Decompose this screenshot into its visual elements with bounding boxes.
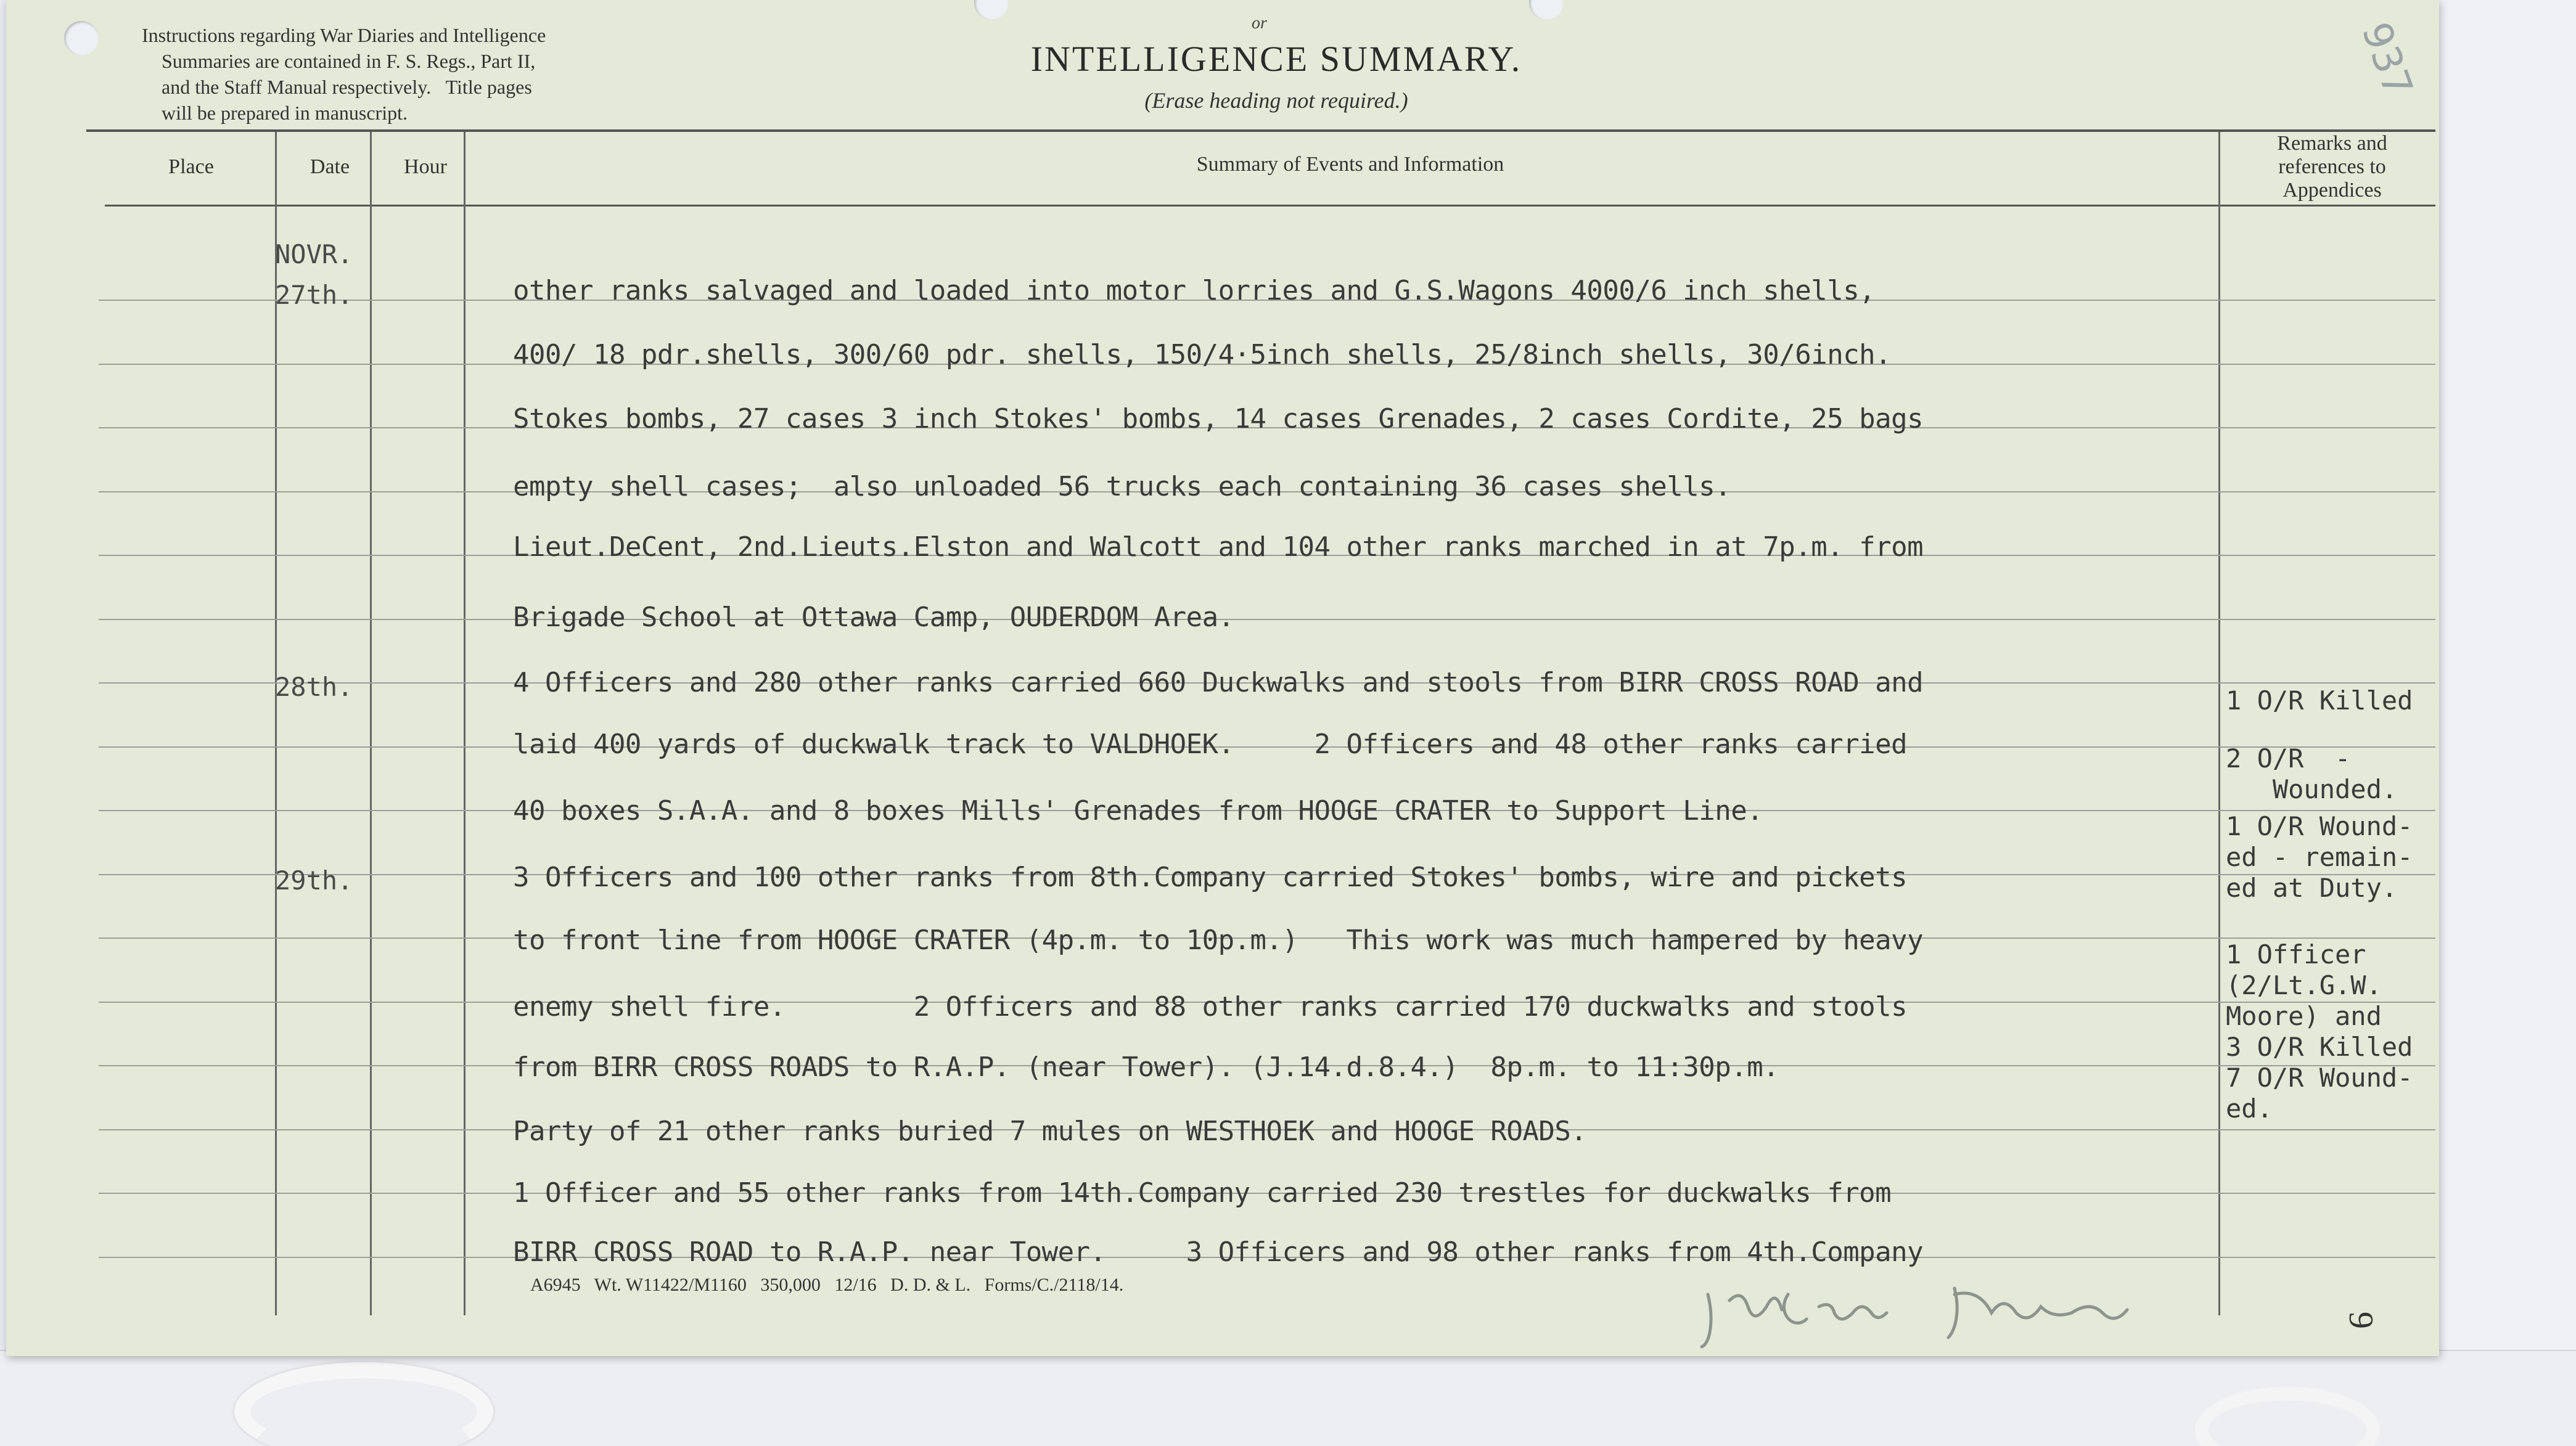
column-header-date: Date bbox=[310, 155, 350, 178]
summary-line: to front line from HOOGE CRATER (4p.m. to 10p.m.) This work was much hampered by heavy bbox=[513, 925, 1924, 956]
summary-line: empty shell cases; also unloaded 56 trucks each containing 36 cases shells. bbox=[513, 471, 1731, 502]
col-divider-hour bbox=[464, 132, 466, 1315]
punch-hole-left bbox=[64, 21, 99, 55]
instructions-note: Instructions regarding War Diaries and Intelligence Summaries are contained in F. S. Regs., Part II, and the Staff Manual respectively. Title pages will be prepared in manuscript. bbox=[142, 24, 546, 124]
summary-line: enemy shell fire. 2 Officers and 88 other ranks carried 170 duckwalks and stools bbox=[513, 991, 1908, 1023]
column-header-summary: Summary of Events and Information bbox=[1196, 153, 1504, 176]
punch-hole-center-right bbox=[1529, 0, 1564, 20]
date-29th: 29th. bbox=[275, 865, 353, 896]
summary-line: BIRR CROSS ROAD to R.A.P. near Tower. 3 Officers and 98 other ranks from 4th.Company bbox=[513, 1236, 1924, 1268]
summary-line: Stokes bombs, 27 cases 3 inch Stokes' bombs, 14 cases Grenades, 2 cases Cordite, 25 bags bbox=[513, 403, 1924, 435]
remark-casualty: 1 O/R Wound- ed - remain- ed at Duty. bbox=[2226, 811, 2413, 903]
or-word: or bbox=[1252, 14, 1267, 33]
punch-hole-center-left bbox=[974, 0, 1009, 20]
summary-line: 400/ 18 pdr.shells, 300/60 pdr. shells, 150/4·5inch shells, 25/8inch shells, 30/6inch. bbox=[513, 339, 1892, 370]
column-header-remarks: Remarks and references to Appendices bbox=[2277, 132, 2387, 202]
col-divider-remarks bbox=[2218, 132, 2220, 1315]
summary-line: other ranks salvaged and loaded into motor lorries and G.S.Wagons 4000/6 inch shells, bbox=[513, 275, 1876, 306]
col-divider-date bbox=[370, 132, 372, 1315]
summary-line: 4 Officers and 280 other ranks carried 660 Duckwalks and stools from BIRR CROSS ROAD and bbox=[513, 667, 1924, 698]
page-number-stamp: 937 bbox=[2352, 16, 2421, 104]
column-header-hour: Hour bbox=[404, 155, 447, 178]
date-month: NOVR. bbox=[275, 239, 353, 269]
ruled-line bbox=[99, 619, 2435, 620]
remark-casualty: 1 Officer (2/Lt.G.W. Moore) and 3 O/R Killed 7 O/R Wound- ed. bbox=[2226, 939, 2413, 1124]
erase-heading-note: (Erase heading not required.) bbox=[1144, 88, 1408, 113]
form-print-code: A6945 Wt. W11422/M1160 350,000 12/16 D. D. & L. Forms/C./2118/14. bbox=[530, 1275, 1124, 1295]
signature bbox=[1696, 1276, 2164, 1350]
summary-line: 40 boxes S.A.A. and 8 boxes Mills' Grenades from HOOGE CRATER to Support Line. bbox=[513, 795, 1763, 827]
sheet-number: 9 bbox=[2342, 1312, 2380, 1329]
header-top-rule bbox=[86, 129, 2435, 132]
summary-line: laid 400 yards of duckwalk track to VALDHOEK. 2 Officers and 48 other ranks carried bbox=[513, 729, 1908, 760]
war-diary-sheet bbox=[6, 0, 2439, 1356]
column-header-place: Place bbox=[168, 155, 214, 178]
summary-line: 3 Officers and 100 other ranks from 8th.Company carried Stokes' bombs, wire and pickets bbox=[513, 862, 1908, 893]
remark-casualty: 2 O/R - Wounded. bbox=[2226, 743, 2398, 804]
remark-casualty: 1 O/R Killed bbox=[2226, 685, 2413, 716]
summary-line: Lieut.DeCent, 2nd.Lieuts.Elston and Walcott and 104 other ranks marched in at 7p.m. from bbox=[513, 531, 1924, 563]
date-27th: 27th. bbox=[275, 280, 353, 310]
header-bottom-rule bbox=[105, 205, 2435, 206]
summary-line: Party of 21 other ranks buried 7 mules on WESTHOEK and HOOGE ROADS. bbox=[513, 1116, 1587, 1147]
page-title: INTELLIGENCE SUMMARY. bbox=[1030, 39, 1522, 79]
summary-line: Brigade School at Ottawa Camp, OUDERDOM Area. bbox=[513, 602, 1234, 633]
date-28th: 28th. bbox=[275, 672, 353, 702]
summary-line: 1 Officer and 55 other ranks from 14th.Company carried 230 trestles for duckwalks from bbox=[513, 1177, 1892, 1209]
summary-line: from BIRR CROSS ROADS to R.A.P. (near Tower). (J.14.d.8.4.) 8p.m. to 11:30p.m. bbox=[513, 1052, 1779, 1083]
